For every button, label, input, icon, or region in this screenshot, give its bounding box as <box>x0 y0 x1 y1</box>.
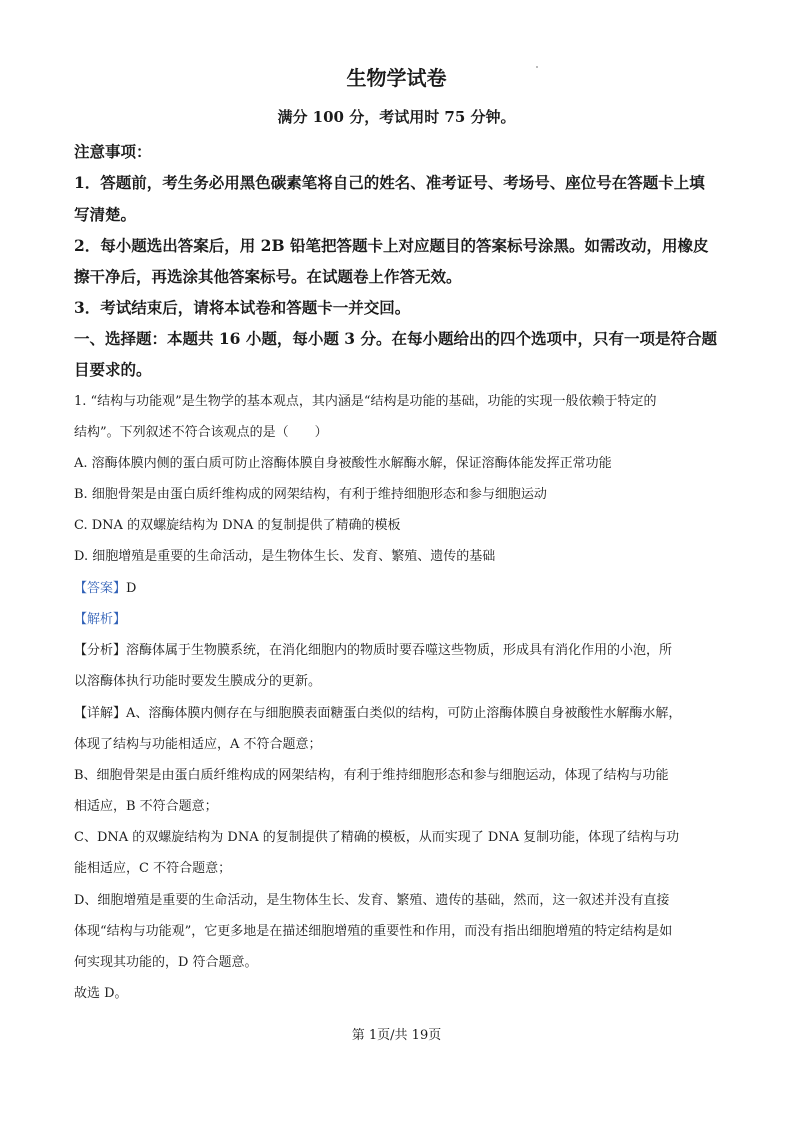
notice-item-1-line-2: 写清楚。 <box>74 205 137 224</box>
option-a: A. 溶酶体膜内侧的蛋白质可防止溶酶体膜自身被酸性水解酶水解，保证溶酶体能发挥正常功能 <box>74 456 612 471</box>
detail-tag: 【详解】 <box>74 706 127 721</box>
question-stem-line-1: 1. “结构与功能观”是生物学的基本观点，其内涵是“结构是功能的基础，功能的实现一般依赖于特定的 <box>74 394 657 409</box>
analysis-tag: 【解析】 <box>74 612 127 627</box>
fenxi-tag: 【分析】 <box>74 643 127 658</box>
detail-a-text-1: A、溶酶体膜内侧存在与细胞膜表面糖蛋白类似的结构，可防止溶酶体膜自身被酸性水解酶水解， <box>126 706 682 721</box>
question-stem-line-2: 结构”。下列叙述不符合该观点的是（ ） <box>74 425 328 440</box>
answer-tag: 【答案】 <box>74 581 127 596</box>
fenxi-line-1 <box>74 639 722 658</box>
detail-b-line-1: B、细胞骨架是由蛋白质纤维构成的网架结构，有利于维持细胞形态和参与细胞运动，体现了结构与功能 <box>74 768 669 783</box>
detail-b-line-2: 相适应，B 不符合题意； <box>74 799 218 814</box>
notice-item-1-line-1: 1．答题前，考生务必用黑色碳素笔将自己的姓名、准考证号、考场号、座位号在答题卡上填 <box>74 173 705 192</box>
section-heading-line-2: 目要求的。 <box>74 360 152 379</box>
option-d: D. 细胞增殖是重要的生命活动，是生物体生长、发育、繁殖、遗传的基础 <box>74 549 496 564</box>
answer-value: D <box>126 581 137 596</box>
detail-c-line-2: 能相适应，C 不符合题意； <box>74 861 232 876</box>
detail-d-line-1: D、细胞增殖是重要的生命活动，是生物体生长、发育、繁殖、遗传的基础，然而，这一叙述并没有直接 <box>74 893 670 908</box>
page-number: 第 1页/共 19页 <box>351 1028 442 1043</box>
conclusion: 故选 D。 <box>74 986 128 1001</box>
detail-a-line-2: 体现了结构与功能相适应，A 不符合题意； <box>74 737 322 752</box>
detail-a-line-1 <box>74 702 722 721</box>
option-c: C. DNA 的双螺旋结构为 DNA 的复制提供了精确的模板 <box>74 518 401 533</box>
detail-d-line-3: 何实现其功能的，D 符合题意。 <box>74 955 258 970</box>
fenxi-text-1: 溶酶体属于生物膜系统，在消化细胞内的物质时要吞噬这些物质，形成具有消化作用的小泡，所 <box>126 643 673 658</box>
option-b: B. 细胞骨架是由蛋白质纤维构成的网架结构，有利于维持细胞形态和参与细胞运动 <box>74 487 547 502</box>
fenxi-line-2: 以溶酶体执行功能时要发生膜成分的更新。 <box>74 674 322 689</box>
notice-item-2-line-2: 擦干净后，再选涂其他答案标号。在试题卷上作答无效。 <box>74 267 462 286</box>
answer-line <box>74 577 722 596</box>
page-title: 生物学试卷 <box>346 66 447 90</box>
notice-item-3: 3．考试结束后，请将本试卷和答题卡一并交回。 <box>74 298 411 317</box>
section-heading-line-1: 一、选择题：本题共 16 小题，每小题 3 分。在每小题给出的四个选项中，只有一项是符合题 <box>74 329 717 348</box>
detail-d-line-2: 体现“结构与功能观”，它更多地是在描述细胞增殖的重要性和作用，而没有指出细胞增殖的特定结构是如 <box>74 924 673 939</box>
detail-c-line-1: C、DNA 的双螺旋结构为 DNA 的复制提供了精确的模板，从而实现了 DNA 复制功能，体现了结构与功 <box>74 830 680 845</box>
notice-item-2-line-1: 2．每小题选出答案后，用 2B 铅笔把答题卡上对应题目的答案标号涂黑。如需改动，用橡皮 <box>74 236 709 255</box>
notice-heading: 注意事项： <box>74 142 152 161</box>
exam-info: 满分 100 分，考试用时 75 分钟。 <box>277 108 516 126</box>
